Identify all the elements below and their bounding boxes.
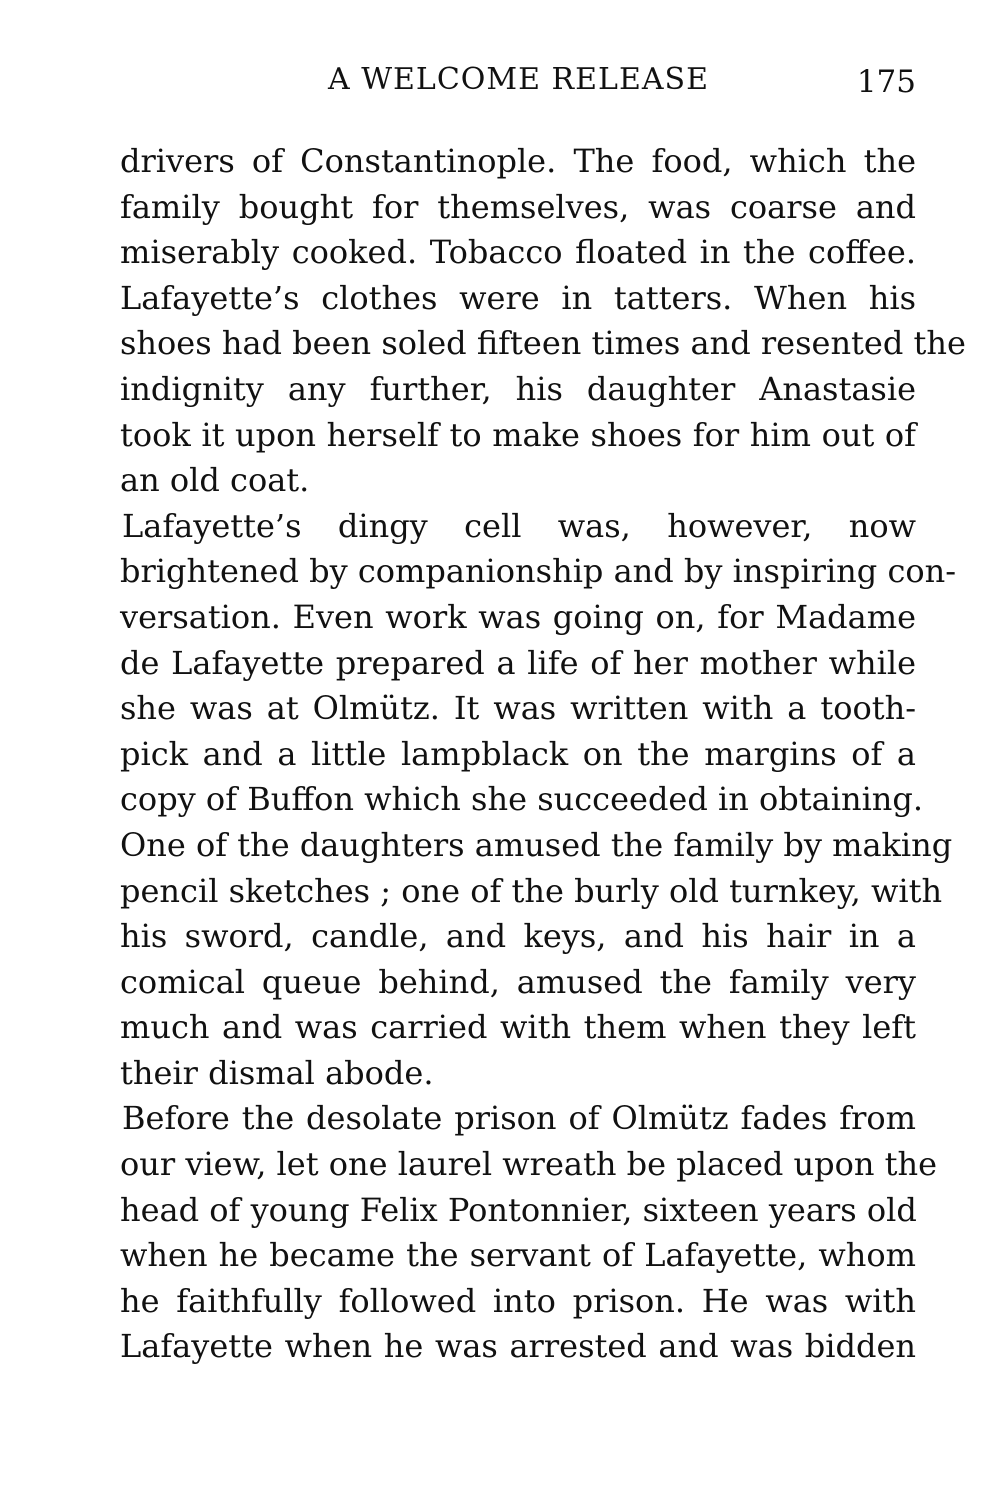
text-line: our view, let one laurel wreath be placed upon the — [120, 1145, 938, 1184]
paragraph-start-line: Before the desolate prison of Olmütz fades from — [122, 1099, 916, 1138]
text-line: when he became the servant of Lafayette, whom — [120, 1236, 916, 1275]
paragraph-end-line: an old coat. — [120, 461, 310, 500]
running-head-title: A WELCOME RELEASE — [328, 62, 709, 97]
text-line: drivers of Constantinople. The food, which the — [120, 142, 916, 180]
text-line: head of young Felix Pontonnier, sixteen years old — [120, 1190, 917, 1229]
text-line: he faithfully followed into prison. He was with — [120, 1281, 916, 1320]
text-line: pick and a little lampblack on the margins of a — [120, 734, 916, 773]
page-number: 175 — [856, 64, 916, 100]
text-line: copy of Buffon which she succeeded in obtaining. — [120, 780, 924, 819]
paragraph-end-line: their dismal abode. — [120, 1053, 434, 1092]
text-line: One of the daughters amused the family by making — [120, 825, 953, 864]
text-line: family bought for themselves, was coarse and — [120, 187, 916, 226]
text-line: Lafayette’s clothes were in tatters. When his — [120, 278, 916, 317]
text-line: his sword, candle, and keys, and his hair in a — [120, 917, 916, 956]
body-text — [120, 139, 966, 1370]
text-line: much and was carried with them when they left — [120, 1008, 916, 1047]
text-line: pencil sketches ; one of the burly old turnkey, with — [120, 871, 943, 910]
text-line: shoes had been soled fifteen times and resented the — [120, 324, 966, 363]
text-line: she was at Olmütz. It was written with a tooth- — [120, 689, 916, 728]
running-head — [120, 62, 918, 102]
text-line: versation. Even work was going on, for Madame — [120, 597, 916, 636]
text-line: de Lafayette prepared a life of her mother while — [120, 643, 916, 682]
paragraph-start-line: Lafayette’s dingy cell was, however, now — [122, 506, 916, 545]
text-line: Lafayette when he was arrested and was bidden — [120, 1327, 916, 1366]
text-line: brightened by companionship and by inspiring con- — [120, 552, 957, 591]
text-line: indignity any further, his daughter Anastasie — [120, 369, 916, 408]
text-line: comical queue behind, amused the family very — [120, 962, 916, 1001]
text-line: took it upon herself to make shoes for him out of — [120, 415, 916, 454]
text-line: miserably cooked. Tobacco floated in the coffee. — [120, 233, 916, 272]
